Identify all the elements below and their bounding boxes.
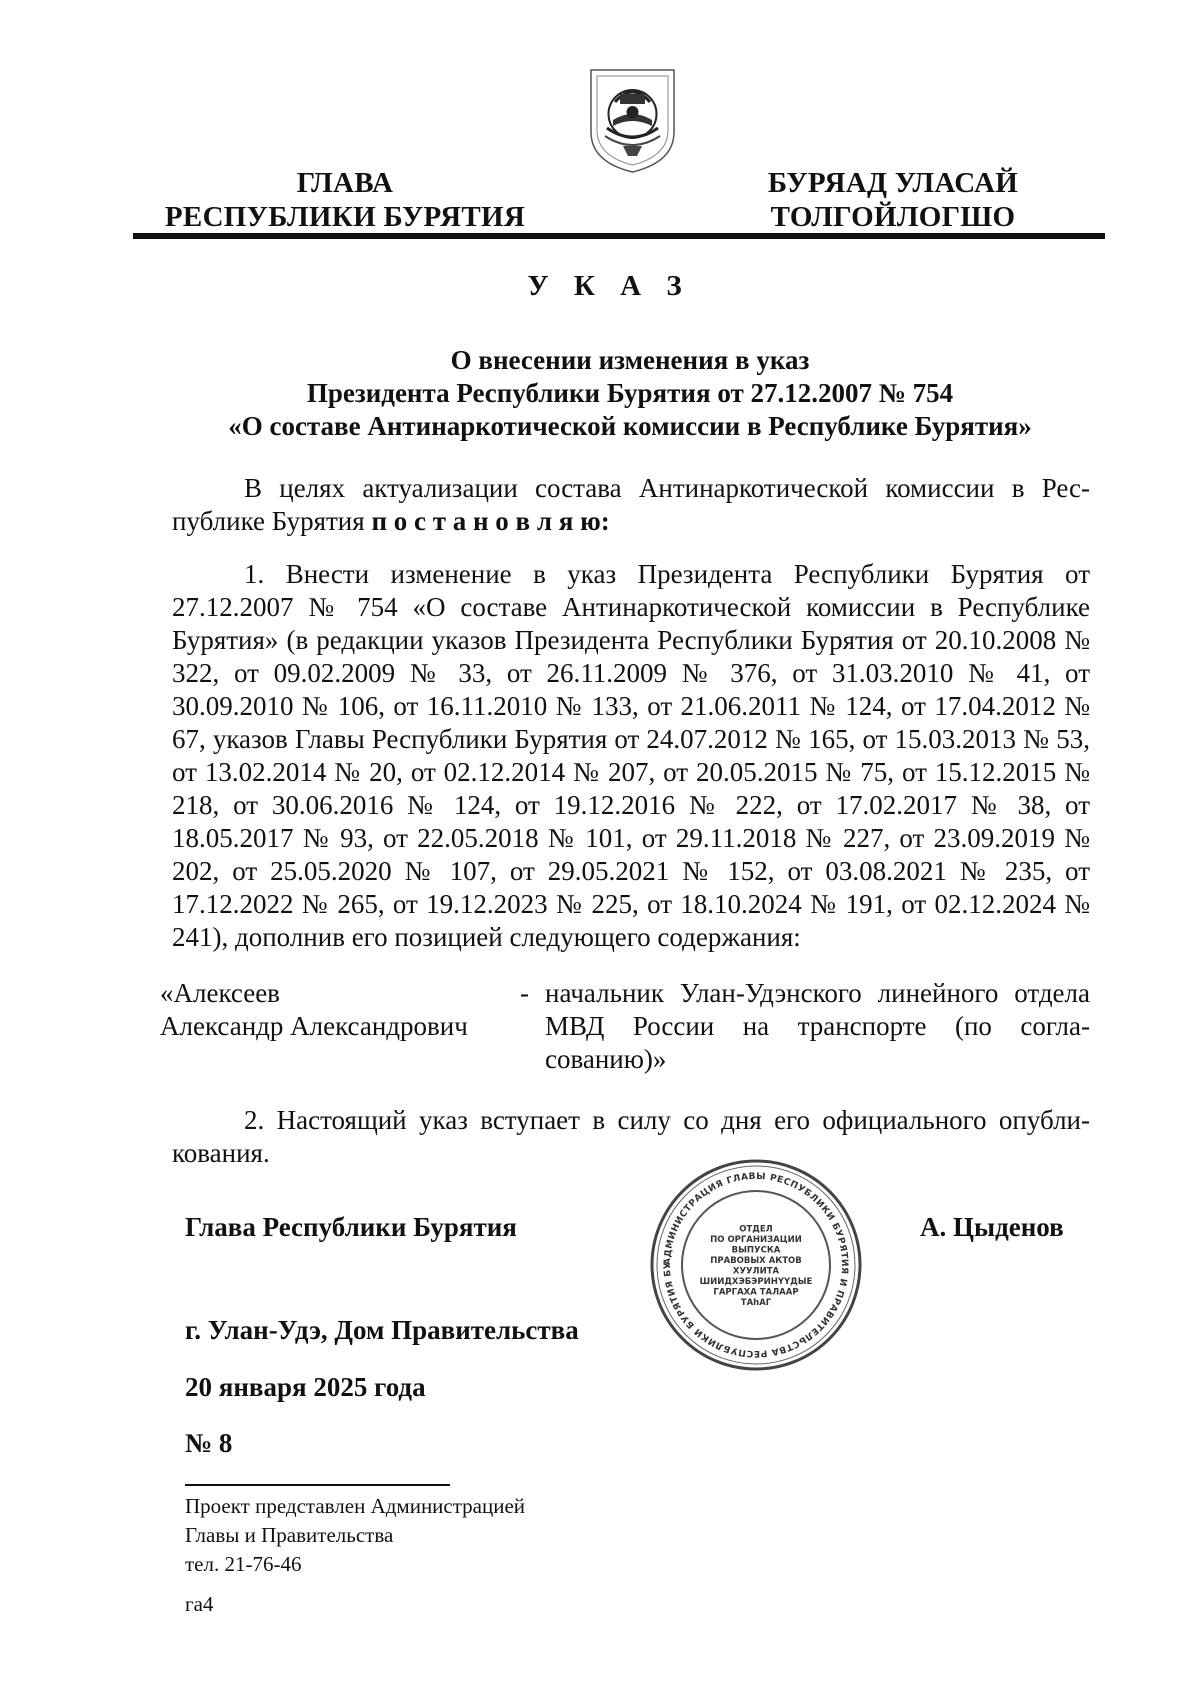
stamp-center-line: ХУУЛИТА [732, 1266, 780, 1277]
header-right-line1: БУРЯАД УЛАСАЙ [767, 167, 1019, 199]
footnote-line2: Главы и Правительства [185, 1523, 394, 1547]
item-2: 2. Настоящий указ вступает в силу со дня его официального опубликования. [172, 1105, 1090, 1168]
footnote-rule [185, 1484, 450, 1486]
preamble-verb: п о с т а н о в л я ю: [371, 506, 610, 536]
position-dash: - [520, 978, 529, 1008]
preamble-text: В целях актуализации состава Антинаркотической комиссии в Республике Бурятия [172, 473, 1090, 536]
stamp-center-line: ОТДЕЛ [739, 1224, 773, 1235]
position-description: начальник Улан-Удэнского линейного отдела МВД России на транспорте (по согласованию)» [545, 978, 1090, 1074]
stamp-center-line: ГАРГАХА ТАЛААР [713, 1287, 799, 1298]
header-left [150, 166, 540, 234]
subject-line2: Президента Республики Бурятия от 27.12.2007 № 754 [306, 378, 954, 408]
header-right-line2: ТОЛГОЙЛОГШО [770, 201, 1016, 233]
document-code: га4 [185, 1592, 214, 1616]
signature-title: Глава Республики Бурятия [185, 1212, 517, 1242]
position-name-line2: Александр Александрович [160, 1011, 468, 1041]
official-stamp [648, 1157, 864, 1373]
header-right [748, 166, 1038, 234]
coat-of-arms-emblem [585, 62, 680, 174]
position-name-line1: «Алексеев [160, 978, 280, 1008]
footnote [185, 1492, 525, 1579]
place: г. Улан-Удэ, Дом Правительства [185, 1315, 579, 1345]
document-type: У К А З [527, 270, 691, 302]
stamp-ring-text: АДМИНИСТРАЦИЯ ГЛАВЫ РЕСПУБЛИКИ БУРЯТИЯ И ПРАВИТЕЛЬСТВА РЕСПУБЛИКИ БУРЯТИЯ БУ [662, 1171, 850, 1359]
document-subject [150, 344, 1110, 443]
header-left-line2: РЕСПУБЛИКИ БУРЯТИЯ [164, 201, 526, 233]
item-1: 1. Внести изменение в указ Президента Республики Бурятия от 27.12.2007 № 754 «О составе Антинаркотической комиссии в Республике Бурятия» (в редакции указов Президента Республики Бурятия от 20.10.2008 № 322, от 09.02.2009 № 33, от 26.11.2009 № 376, от 31.03.2010 № 41, от 30.09.2010 № 106, от 16.11.2010 № 133, от 21.06.2011 № 124, от 17.04.2012 № 67, указов Главы Республики Бурятия от 24.07.2012 № 165, от 15.03.2013 № 53, от 13.02.2014 № 20, от 02.12.2014 № 207, от 20.05.2015 № 75, от 15.12.2015 № 218, от 30.06.2016 № 124, от 19.12.2016 № 222, от 17.02.2017 № 38, от 18.05.2017 № 93, от 22.05.2018 № 101, от 29.11.2018 № 227, от 23.09.2019 № 202, от 25.05.2020 № 107, от 29.05.2021 № 152, от 03.08.2021 № 235, от 17.12.2022 № 265, от 19.12.2023 № 225, от 18.10.2024 № 191, от 02.12.2024 № 241), дополнив его позицией следующего содержания: [172, 559, 1090, 952]
stamp-center-line: ПРАВОВЫХ АКТОВ [710, 1255, 802, 1266]
preamble [172, 472, 1090, 538]
document-number: № 8 [185, 1428, 233, 1458]
position-name [160, 977, 510, 1043]
subject-line3: «О составе Антинаркотической комиссии в Республике Бурятия» [228, 411, 1032, 441]
footnote-line1: Проект представлен Администрацией [185, 1494, 526, 1518]
date: 20 января 2025 года [185, 1372, 426, 1402]
stamp-center-line: ШИИДХЭБЭРИНҮҮДЫЕ [699, 1276, 813, 1287]
header-left-line1: ГЛАВА [296, 167, 394, 199]
footnote-line3: тел. 21-76-46 [185, 1552, 302, 1576]
subject-line1: О внесении изменения в указ [450, 345, 810, 375]
stamp-center-line: ТАһАГ [740, 1297, 772, 1308]
header-rule [133, 233, 1105, 239]
stamp-center-line: ПО ОРГАНИЗАЦИИ [710, 1234, 802, 1245]
signature-name: А. Цыденов [920, 1212, 1064, 1242]
stamp-center-line: ВЫПУСКА [731, 1245, 781, 1256]
